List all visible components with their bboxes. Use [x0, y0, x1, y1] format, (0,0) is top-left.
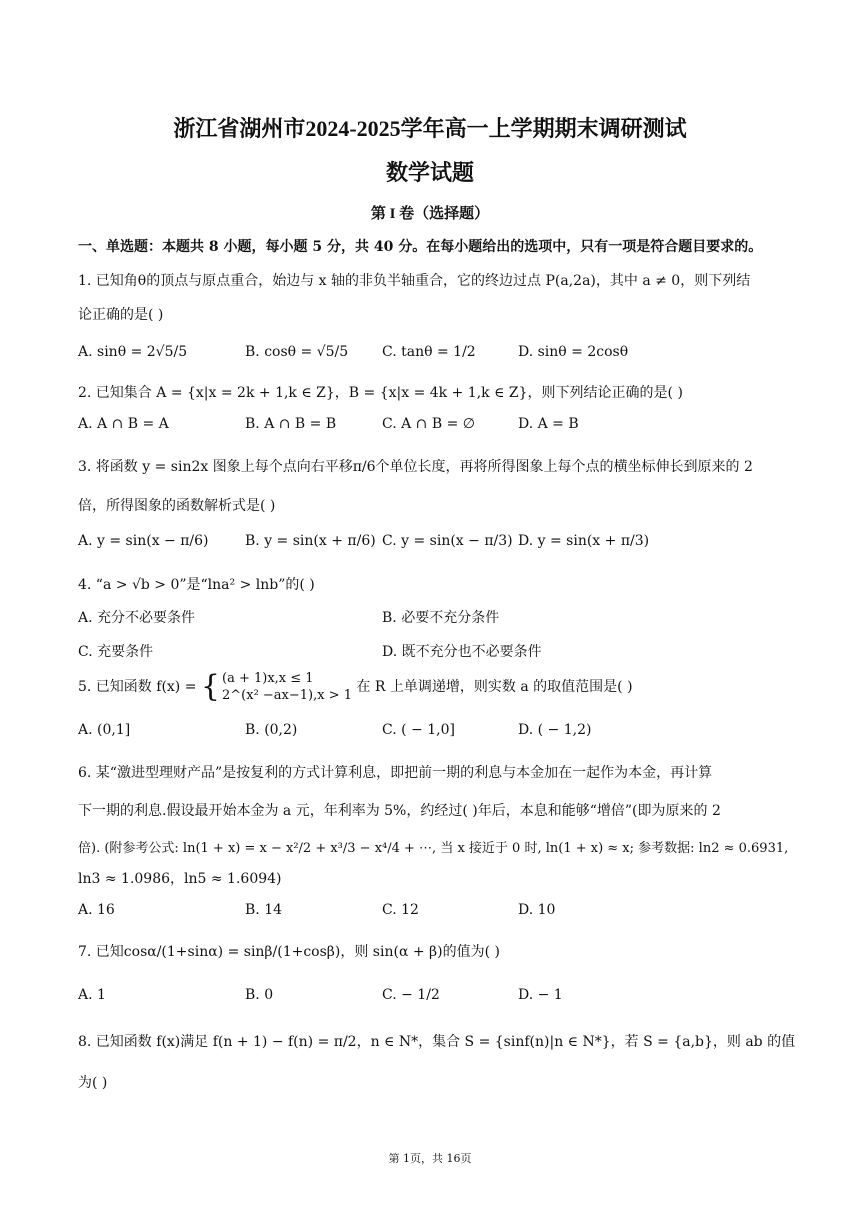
question-2-option-c: C. A ∩ B = ∅: [382, 416, 475, 432]
question-6-option-c: C. 12: [382, 902, 419, 918]
question-5-stem: 5. 已知函数 f(x) =: [78, 679, 197, 695]
question-8-line-2: 为( ): [78, 1075, 108, 1091]
question-6-line-4: ln3 ≈ 1.0986，ln5 ≈ 1.6094): [78, 871, 282, 887]
question-6-line-2: 下一期的利息.假设最开始本金为 a 元，年利率为 5%，约经过( )年后，本息和能够“增倍”(即为原来的 2: [78, 803, 721, 819]
left-brace: {: [200, 669, 220, 704]
question-1-line-1: 1. 已知角θ的顶点与原点重合，始边与 x 轴的非负半轴重合，它的终边过点 P(a,2a)，其中 a ≠ 0，则下列结: [78, 273, 751, 289]
question-7-option-d: D. − 1: [518, 987, 563, 1003]
question-6-line-3: 倍). (附参考公式: ln(1 + x) = x − x²/2 + x³/3 − x⁴/4 + ⋯, 当 x 接近于 0 时, ln(1 + x) ≈ x; 参考数据: ln2 ≈ 0.6931,: [78, 841, 789, 856]
question-5-option-d: D. ( − 1,2): [518, 722, 592, 738]
case-1: (a + 1)x,x ≤ 1: [222, 671, 314, 686]
piecewise-cases: [222, 670, 352, 704]
question-3-option-b: B. y = sin(x + π/6): [245, 533, 376, 549]
question-5-option-b: B. (0,2): [245, 722, 298, 738]
question-6-option-b: B. 14: [245, 902, 283, 918]
question-1-option-c: C. tanθ = 1/2: [382, 344, 476, 360]
question-7-option-a: A. 1: [78, 987, 106, 1003]
exam-part: 第 I 卷（选择题）: [370, 206, 490, 222]
question-6-option-a: A. 16: [78, 902, 115, 918]
question-3-option-a: A. y = sin(x − π/6): [78, 533, 209, 549]
question-2-option-d: D. A = B: [518, 416, 579, 432]
question-5-line-1: [78, 670, 633, 704]
question-3-option-d: D. y = sin(x + π/3): [518, 533, 650, 549]
question-1-line-2: 论正确的是( ): [78, 307, 164, 323]
question-2-option-a: A. A ∩ B = A: [78, 416, 169, 432]
question-6-option-d: D. 10: [518, 902, 556, 918]
question-7-option-b: B. 0: [245, 987, 274, 1003]
piecewise-function: [201, 670, 352, 704]
question-5-tail: 在 R 上单调递增，则实数 a 的取值范围是( ): [356, 679, 633, 695]
case-2: 2^(x² −ax−1),x > 1: [222, 688, 353, 703]
question-5-option-a: A. (0,1]: [78, 722, 131, 738]
question-1-option-a: A. sinθ = 2√5/5: [78, 344, 188, 360]
section-heading: 一、单选题：本题共 8 小题，每小题 5 分，共 40 分。在每小题给出的选项中，只有一项是符合题目要求的。: [78, 239, 763, 255]
question-4-option-d: D. 既不充分也不必要条件: [382, 644, 542, 660]
exam-subject: 数学试题: [385, 160, 474, 185]
question-4-option-a: A. 充分不必要条件: [78, 610, 196, 626]
question-6-line-1: 6. 某“激进型理财产品”是按复利的方式计算利息，即把前一期的利息与本金加在一起作为本金，再计算: [78, 765, 713, 781]
question-3-option-c: C. y = sin(x − π/3): [382, 533, 513, 549]
question-3-line-2: 倍，所得图象的函数解析式是( ): [78, 498, 276, 514]
question-5-option-c: C. ( − 1,0]: [382, 722, 455, 738]
question-4-line-1: 4. “a > √b > 0”是“lna² > lnb”的( ): [78, 577, 315, 593]
question-2-line-1: 2. 已知集合 A = {x|x = 2k + 1,k ∈ Z}，B = {x|x = 4k + 1,k ∈ Z}，则下列结论正确的是( ): [78, 385, 683, 401]
question-2-option-b: B. A ∩ B = B: [245, 416, 337, 432]
question-7-option-c: C. − 1/2: [382, 987, 440, 1003]
question-4-option-c: C. 充要条件: [78, 644, 154, 660]
question-1-option-d: D. sinθ = 2cosθ: [518, 344, 629, 360]
question-3-line-1: 3. 将函数 y = sin2x 图象上每个点向右平移π/6个单位长度，再将所得图象上每个点的横坐标伸长到原来的 2: [78, 459, 753, 475]
question-8-line-1: 8. 已知函数 f(x)满足 f(n + 1) − f(n) = π/2，n ∈ N*，集合 S = {sinf(n)|n ∈ N*}，若 S = {a,b}，则 ab 的值: [78, 1034, 796, 1050]
exam-title: 浙江省湖州市2024-2025学年高一上学期期末调研测试: [173, 116, 687, 141]
question-7-line-1: 7. 已知cosα/(1+sinα) = sinβ/(1+cosβ)，则 sin(α + β)的值为( ): [78, 944, 500, 960]
page-footer: 第 1页，共 16页: [388, 1152, 472, 1165]
question-4-option-b: B. 必要不充分条件: [382, 610, 500, 626]
question-1-option-b: B. cosθ = √5/5: [245, 344, 349, 360]
